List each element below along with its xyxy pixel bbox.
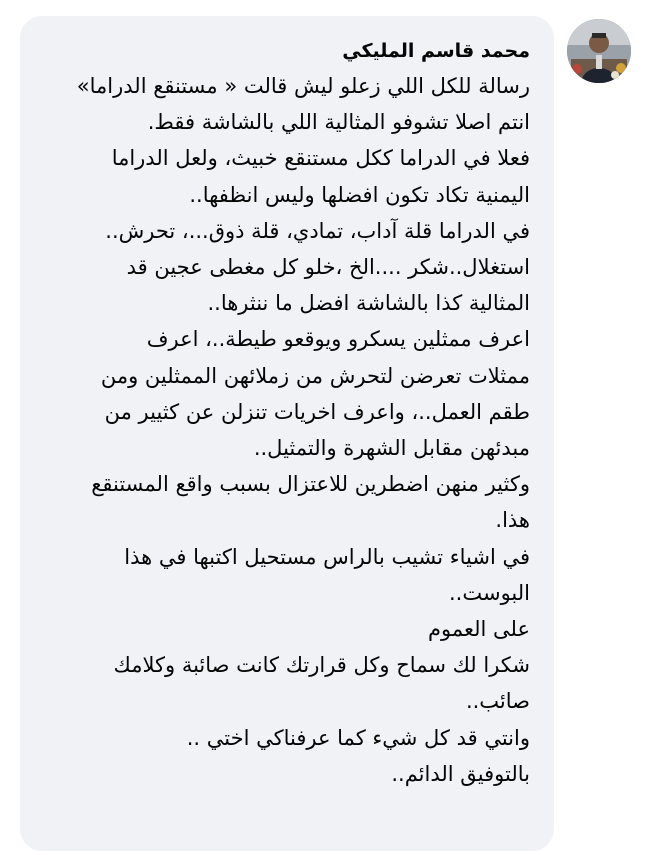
comment-line: على العموم bbox=[427, 617, 530, 642]
comment-line: طقم العمل..، واعرف اخريات تنزلن عن كثيير من bbox=[104, 399, 530, 424]
comment-line: وانتي قد كل شيء كما عرفناكي اختي .. bbox=[186, 725, 530, 750]
comment-body bbox=[40, 68, 530, 792]
comment-line: انتم اصلا تشوفو المثالية اللي بالشاشة فقط. bbox=[147, 110, 530, 135]
comment-line: بالتوفيق الدائم.. bbox=[391, 761, 530, 786]
comment-line: ممثلات تعرضن لتحرش من زملائهن الممثلين ومن bbox=[100, 363, 530, 388]
comment-line: في الدراما قلة آداب، تمادي، قلة ذوق...، تحرش.. bbox=[105, 218, 530, 243]
comment-line: البوست.. bbox=[449, 580, 530, 605]
avatar[interactable] bbox=[567, 19, 631, 83]
profile-photo-icon bbox=[567, 19, 631, 83]
comment-line: هذا. bbox=[495, 508, 530, 533]
comment-line: صائب.. bbox=[465, 689, 530, 714]
comment-line: في اشياء تشيب بالراس مستحيل اكتبها في هذا bbox=[124, 544, 530, 569]
comment-line: اليمنية تكاد تكون افضلها وليس انظفها.. bbox=[189, 182, 530, 207]
comment-line: رسالة للكل اللي زعلو ليش قالت « مستنقع الدراما» bbox=[76, 74, 530, 98]
comment-author-name[interactable]: محمد قاسم المليكي bbox=[342, 40, 530, 62]
comment-line: اعرف ممثلين يسكرو ويوقعو طيطة..، اعرف bbox=[146, 327, 530, 352]
comment-bubble bbox=[20, 16, 554, 851]
comment-line: وكثير منهن اضطرين للاعتزال بسبب واقع المستنقع bbox=[91, 472, 530, 497]
comment-line: فعلا في الدراما ككل مستنقع خبيث، ولعل الدراما bbox=[111, 146, 530, 171]
comment-line: المثالية كذا بالشاشة افضل ما ننثرها.. bbox=[207, 291, 530, 316]
comment-line: مبدئهن مقابل الشهرة والتمثيل.. bbox=[253, 436, 530, 461]
comment-line: شكرا لك سماح وكل قرارتك كانت صائبة وكلامك bbox=[113, 653, 530, 678]
comment-line: استغلال..شكر ....الخ ،خلو كل مغطى عجين قد bbox=[126, 255, 530, 280]
